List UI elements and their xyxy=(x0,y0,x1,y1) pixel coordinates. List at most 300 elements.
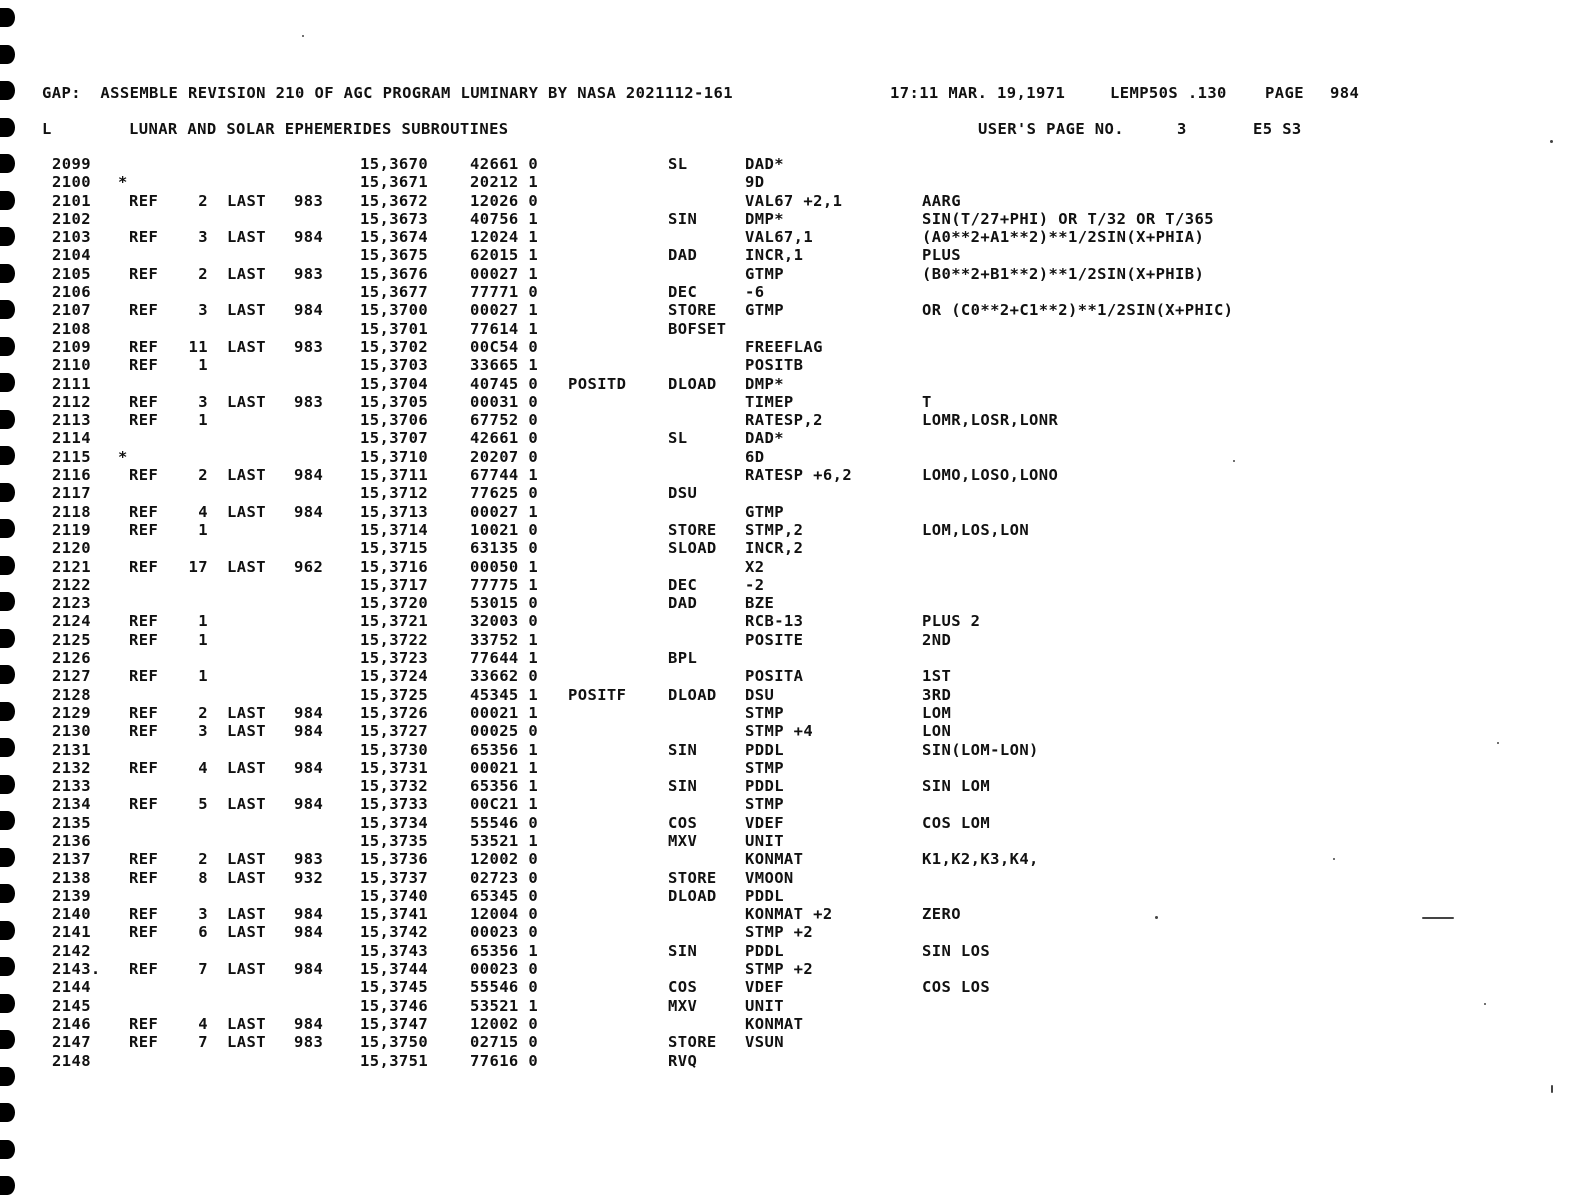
memory-address: 15,3715 xyxy=(360,539,429,558)
opcode: BPL xyxy=(668,649,698,668)
comment: COS LOS xyxy=(922,978,991,997)
ref-count: 3 xyxy=(198,392,208,411)
listing-row xyxy=(0,612,1582,630)
ref-count: 5 xyxy=(198,795,208,814)
line-number: 2110 xyxy=(52,356,91,375)
ref-keyword: REF xyxy=(129,356,159,375)
listing-row xyxy=(0,1033,1582,1051)
listing-row xyxy=(0,759,1582,777)
line-number: 2103 xyxy=(52,228,91,247)
octal-word: 42661 0 xyxy=(470,155,539,173)
ref-count: 1 xyxy=(198,411,208,430)
line-number: 2133 xyxy=(52,777,91,796)
memory-address: 15,3736 xyxy=(360,850,429,869)
line-number: 2119 xyxy=(52,520,91,539)
feed-hole xyxy=(0,45,15,64)
last-page: 984 xyxy=(294,795,324,814)
ref-count: 4 xyxy=(198,1014,208,1033)
memory-address: 15,3670 xyxy=(360,155,429,173)
octal-word: 65356 1 xyxy=(470,740,539,759)
line-number: 2123 xyxy=(52,594,91,613)
octal-word: 55546 0 xyxy=(470,978,539,997)
line-number: 2116 xyxy=(52,466,91,485)
ref-keyword: REF xyxy=(129,923,159,942)
operand: STMP xyxy=(745,758,784,777)
listing-row xyxy=(0,741,1582,759)
line-number: 2109 xyxy=(52,337,91,356)
memory-address: 15,3676 xyxy=(360,264,429,283)
operand: POSITB xyxy=(745,356,804,375)
octal-word: 12002 0 xyxy=(470,1014,539,1033)
memory-address: 15,3720 xyxy=(360,594,429,613)
memory-address: 15,3701 xyxy=(360,319,429,338)
line-number: 2128 xyxy=(52,685,91,704)
memory-address: 15,3704 xyxy=(360,374,429,393)
ref-keyword: REF xyxy=(129,301,159,320)
last-page: 962 xyxy=(294,557,324,576)
memory-address: 15,3703 xyxy=(360,356,429,375)
octal-word: 32003 0 xyxy=(470,612,539,631)
listing-row xyxy=(0,795,1582,813)
line-number: 2120 xyxy=(52,539,91,558)
line-number: 2106 xyxy=(52,283,91,302)
memory-address: 15,3751 xyxy=(360,1051,429,1070)
last-keyword: LAST xyxy=(227,502,266,521)
line-number: 2100 xyxy=(52,173,91,192)
ref-keyword: REF xyxy=(129,392,159,411)
comment: SIN LOM xyxy=(922,777,991,796)
line-number: 2118 xyxy=(52,502,91,521)
ref-keyword: REF xyxy=(129,557,159,576)
operand: PDDL xyxy=(745,886,784,905)
section-title: LUNAR AND SOLAR EPHEMERIDES SUBROUTINES xyxy=(129,120,509,138)
operand: STMP,2 xyxy=(745,520,804,539)
octal-word: 33665 1 xyxy=(470,356,539,375)
memory-address: 15,3726 xyxy=(360,703,429,722)
operand: POSITA xyxy=(745,667,804,686)
listing-row xyxy=(0,905,1582,923)
ref-keyword: REF xyxy=(129,758,159,777)
ref-count: 7 xyxy=(198,960,208,979)
octal-word: 77644 1 xyxy=(470,649,539,668)
operand: RCB-13 xyxy=(745,612,804,631)
comment: SIN(LOM-LON) xyxy=(922,740,1039,759)
operand: DMP* xyxy=(745,374,784,393)
opcode: SL xyxy=(668,429,688,448)
ref-keyword: REF xyxy=(129,868,159,887)
listing-row xyxy=(0,393,1582,411)
line-number: 2130 xyxy=(52,722,91,741)
line-number: 2145 xyxy=(52,996,91,1015)
listing-row xyxy=(0,173,1582,191)
opcode: DLOAD xyxy=(668,685,717,704)
octal-word: 40745 0 xyxy=(470,374,539,393)
memory-address: 15,3723 xyxy=(360,649,429,668)
last-keyword: LAST xyxy=(227,264,266,283)
octal-word: 77771 0 xyxy=(470,283,539,302)
operand: 6D xyxy=(745,447,765,466)
listing-row xyxy=(0,338,1582,356)
octal-word: 40756 1 xyxy=(470,209,539,228)
octal-word: 00C21 1 xyxy=(470,795,539,814)
listing-row xyxy=(0,960,1582,978)
listing-row xyxy=(0,558,1582,576)
last-page: 983 xyxy=(294,1033,324,1052)
ref-count: 1 xyxy=(198,612,208,631)
continuation-star: * xyxy=(118,447,128,466)
listing-row xyxy=(0,521,1582,539)
listing-row xyxy=(0,722,1582,740)
operand: DAD* xyxy=(745,429,784,448)
line-number: 2099 xyxy=(52,155,91,173)
octal-word: 53521 1 xyxy=(470,996,539,1015)
feed-hole xyxy=(0,8,15,27)
operand: STMP +4 xyxy=(745,722,814,741)
operand: KONMAT +2 xyxy=(745,905,833,924)
last-page: 984 xyxy=(294,960,324,979)
comment: 1ST xyxy=(922,667,952,686)
memory-address: 15,3677 xyxy=(360,283,429,302)
opcode: SIN xyxy=(668,941,698,960)
comment: LOM xyxy=(922,703,952,722)
octal-word: 77616 0 xyxy=(470,1051,539,1070)
operand: STMP xyxy=(745,795,784,814)
ref-count: 4 xyxy=(198,502,208,521)
memory-address: 15,3714 xyxy=(360,520,429,539)
operand: INCR,1 xyxy=(745,246,804,265)
operand: STMP +2 xyxy=(745,923,814,942)
opcode: DSU xyxy=(668,484,698,503)
comment: ZERO xyxy=(922,905,961,924)
comment: LOM,LOS,LON xyxy=(922,520,1030,539)
opcode: DAD xyxy=(668,246,698,265)
listing-row xyxy=(0,942,1582,960)
operand: DAD* xyxy=(745,155,784,173)
octal-word: 33752 1 xyxy=(470,630,539,649)
ref-keyword: REF xyxy=(129,630,159,649)
operand: VDEF xyxy=(745,813,784,832)
last-keyword: LAST xyxy=(227,557,266,576)
speck xyxy=(1550,140,1553,143)
memory-address: 15,3737 xyxy=(360,868,429,887)
speck xyxy=(1484,1003,1486,1005)
opcode: SL xyxy=(668,155,688,173)
memory-address: 15,3745 xyxy=(360,978,429,997)
ref-count: 7 xyxy=(198,1033,208,1052)
ref-count: 3 xyxy=(198,905,208,924)
octal-word: 63135 0 xyxy=(470,539,539,558)
last-page: 984 xyxy=(294,228,324,247)
last-keyword: LAST xyxy=(227,466,266,485)
ref-keyword: REF xyxy=(129,466,159,485)
operand: DSU xyxy=(745,685,775,704)
line-number: 2142 xyxy=(52,941,91,960)
line-number: 2143. xyxy=(52,960,101,979)
line-number: 2139 xyxy=(52,886,91,905)
listing-row xyxy=(0,667,1582,685)
listing-row xyxy=(0,429,1582,447)
listing-row xyxy=(0,155,1582,173)
operand: KONMAT xyxy=(745,1014,804,1033)
last-page: 983 xyxy=(294,264,324,283)
last-page: 984 xyxy=(294,703,324,722)
ref-keyword: REF xyxy=(129,795,159,814)
speck xyxy=(1233,460,1235,462)
listing-row xyxy=(0,375,1582,393)
listing-row xyxy=(0,978,1582,996)
memory-address: 15,3706 xyxy=(360,411,429,430)
line-number: 2104 xyxy=(52,246,91,265)
last-page: 984 xyxy=(294,1014,324,1033)
octal-word: 02723 0 xyxy=(470,868,539,887)
memory-address: 15,3734 xyxy=(360,813,429,832)
listing-row xyxy=(0,869,1582,887)
listing-row xyxy=(0,411,1582,429)
memory-address: 15,3732 xyxy=(360,777,429,796)
listing-row xyxy=(0,576,1582,594)
operand: -6 xyxy=(745,283,765,302)
octal-word: 12026 0 xyxy=(470,191,539,210)
line-number: 2115 xyxy=(52,447,91,466)
last-keyword: LAST xyxy=(227,868,266,887)
ref-keyword: REF xyxy=(129,264,159,283)
memory-address: 15,3702 xyxy=(360,337,429,356)
memory-address: 15,3750 xyxy=(360,1033,429,1052)
comment: AARG xyxy=(922,191,961,210)
memory-address: 15,3727 xyxy=(360,722,429,741)
line-number: 2111 xyxy=(52,374,91,393)
last-keyword: LAST xyxy=(227,392,266,411)
operand: STMP +2 xyxy=(745,960,814,979)
ref-keyword: REF xyxy=(129,905,159,924)
octal-word: 20212 1 xyxy=(470,173,539,192)
line-number: 2144 xyxy=(52,978,91,997)
listing-row xyxy=(0,649,1582,667)
memory-address: 15,3713 xyxy=(360,502,429,521)
ref-keyword: REF xyxy=(129,502,159,521)
listing-row xyxy=(0,356,1582,374)
ref-count: 2 xyxy=(198,191,208,210)
opcode: MXV xyxy=(668,996,698,1015)
line-number: 2138 xyxy=(52,868,91,887)
comment: T xyxy=(922,392,932,411)
opcode: SLOAD xyxy=(668,539,717,558)
operand: BZE xyxy=(745,594,775,613)
last-page: 984 xyxy=(294,905,324,924)
octal-word: 00023 0 xyxy=(470,923,539,942)
last-keyword: LAST xyxy=(227,758,266,777)
listing-row xyxy=(0,777,1582,795)
operand: GTMP xyxy=(745,502,784,521)
opcode: DEC xyxy=(668,283,698,302)
line-number: 2148 xyxy=(52,1051,91,1070)
octal-word: 00023 0 xyxy=(470,960,539,979)
listing-row xyxy=(0,887,1582,905)
operand: VMOON xyxy=(745,868,794,887)
line-number: 2108 xyxy=(52,319,91,338)
ref-count: 1 xyxy=(198,630,208,649)
last-page: 984 xyxy=(294,758,324,777)
ref-count: 3 xyxy=(198,722,208,741)
last-page: 983 xyxy=(294,191,324,210)
line-number: 2102 xyxy=(52,209,91,228)
octal-word: 00031 0 xyxy=(470,392,539,411)
operand: PDDL xyxy=(745,740,784,759)
line-number: 2141 xyxy=(52,923,91,942)
symbol-label: POSITF xyxy=(568,685,627,704)
ref-count: 2 xyxy=(198,850,208,869)
ref-keyword: REF xyxy=(129,612,159,631)
octal-word: 65356 1 xyxy=(470,777,539,796)
ref-keyword: REF xyxy=(129,191,159,210)
octal-word: 12024 1 xyxy=(470,228,539,247)
listing-row xyxy=(0,1052,1582,1070)
opcode: SIN xyxy=(668,740,698,759)
octal-word: 45345 1 xyxy=(470,685,539,704)
line-number: 2114 xyxy=(52,429,91,448)
listing-row xyxy=(0,850,1582,868)
comment: LOMO,LOSO,LONO xyxy=(922,466,1059,485)
line-number: 2113 xyxy=(52,411,91,430)
assembly-title: GAP: ASSEMBLE REVISION 210 OF AGC PROGRAM LUMINARY BY NASA 2021112-161 xyxy=(42,84,733,102)
comment: (A0**2+A1**2)**1/2SIN(X+PHIA) xyxy=(922,228,1205,247)
comment: OR (C0**2+C1**2)**1/2SIN(X+PHIC) xyxy=(922,301,1234,320)
octal-word: 42661 0 xyxy=(470,429,539,448)
last-page: 984 xyxy=(294,502,324,521)
last-keyword: LAST xyxy=(227,337,266,356)
operand: GTMP xyxy=(745,301,784,320)
opcode: MXV xyxy=(668,831,698,850)
octal-word: 12002 0 xyxy=(470,850,539,869)
memory-address: 15,3710 xyxy=(360,447,429,466)
octal-word: 77775 1 xyxy=(470,575,539,594)
comment: SIN(T/27+PHI) OR T/32 OR T/365 xyxy=(922,209,1214,228)
opcode: STORE xyxy=(668,1033,717,1052)
symbol-label: POSITD xyxy=(568,374,627,393)
line-number: 2124 xyxy=(52,612,91,631)
last-page: 984 xyxy=(294,923,324,942)
ref-count: 3 xyxy=(198,301,208,320)
listing-row xyxy=(0,466,1582,484)
operand: VAL67,1 xyxy=(745,228,814,247)
last-keyword: LAST xyxy=(227,1014,266,1033)
operand: RATESP,2 xyxy=(745,411,823,430)
operand: POSITE xyxy=(745,630,804,649)
print-datetime: 17:11 MAR. 19,1971 xyxy=(890,84,1066,102)
last-page: 932 xyxy=(294,868,324,887)
memory-address: 15,3724 xyxy=(360,667,429,686)
page-label: PAGE xyxy=(1265,84,1304,102)
ref-keyword: REF xyxy=(129,667,159,686)
opcode: COS xyxy=(668,813,698,832)
memory-address: 15,3672 xyxy=(360,191,429,210)
comment: PLUS xyxy=(922,246,961,265)
octal-word: 65345 0 xyxy=(470,886,539,905)
operand: VDEF xyxy=(745,978,784,997)
listing-row xyxy=(0,997,1582,1015)
listing-row xyxy=(0,283,1582,301)
octal-word: 65356 1 xyxy=(470,941,539,960)
opcode: RVQ xyxy=(668,1051,698,1070)
octal-word: 67744 1 xyxy=(470,466,539,485)
octal-word: 00025 0 xyxy=(470,722,539,741)
last-keyword: LAST xyxy=(227,228,266,247)
listing-row xyxy=(0,192,1582,210)
memory-address: 15,3675 xyxy=(360,246,429,265)
octal-word: 00027 1 xyxy=(470,264,539,283)
memory-address: 15,3735 xyxy=(360,831,429,850)
ref-count: 2 xyxy=(198,264,208,283)
comment: K1,K2,K3,K4, xyxy=(922,850,1039,869)
line-number: 2132 xyxy=(52,758,91,777)
octal-word: 67752 0 xyxy=(470,411,539,430)
operand: -2 xyxy=(745,575,765,594)
users-page-number: 3 xyxy=(1177,120,1187,138)
memory-address: 15,3671 xyxy=(360,173,429,192)
octal-word: 55546 0 xyxy=(470,813,539,832)
listing-row xyxy=(0,246,1582,264)
opcode: DLOAD xyxy=(668,374,717,393)
opcode: DEC xyxy=(668,575,698,594)
memory-address: 15,3721 xyxy=(360,612,429,631)
last-keyword: LAST xyxy=(227,795,266,814)
operand: FREEFLAG xyxy=(745,337,823,356)
operand: STMP xyxy=(745,703,784,722)
line-number: 2127 xyxy=(52,667,91,686)
memory-address: 15,3717 xyxy=(360,575,429,594)
operand: GTMP xyxy=(745,264,784,283)
listing-row xyxy=(0,832,1582,850)
octal-word: 00050 1 xyxy=(470,557,539,576)
last-keyword: LAST xyxy=(227,703,266,722)
comment: COS LOM xyxy=(922,813,991,832)
line-number: 2135 xyxy=(52,813,91,832)
ref-keyword: REF xyxy=(129,520,159,539)
line-number: 2105 xyxy=(52,264,91,283)
listing-row xyxy=(0,594,1582,612)
feed-hole xyxy=(0,1176,15,1195)
comment: SIN LOS xyxy=(922,941,991,960)
last-keyword: LAST xyxy=(227,850,266,869)
ref-count: 4 xyxy=(198,758,208,777)
listing-row xyxy=(0,539,1582,557)
line-number: 2122 xyxy=(52,575,91,594)
ref-count: 8 xyxy=(198,868,208,887)
octal-word: 53015 0 xyxy=(470,594,539,613)
ref-keyword: REF xyxy=(129,411,159,430)
operand: VSUN xyxy=(745,1033,784,1052)
octal-word: 33662 0 xyxy=(470,667,539,686)
octal-word: 10021 0 xyxy=(470,520,539,539)
opcode: STORE xyxy=(668,520,717,539)
operand: X2 xyxy=(745,557,765,576)
line-number: 2134 xyxy=(52,795,91,814)
speck xyxy=(1333,858,1335,860)
log-marker: L xyxy=(42,120,52,138)
operand: TIMEP xyxy=(745,392,794,411)
memory-address: 15,3711 xyxy=(360,466,429,485)
memory-address: 15,3712 xyxy=(360,484,429,503)
octal-word: 00027 1 xyxy=(470,301,539,320)
line-number: 2117 xyxy=(52,484,91,503)
ref-keyword: REF xyxy=(129,337,159,356)
listing-row xyxy=(0,448,1582,466)
memory-address: 15,3743 xyxy=(360,941,429,960)
listing-row xyxy=(0,686,1582,704)
octal-word: 53521 1 xyxy=(470,831,539,850)
ref-count: 1 xyxy=(198,520,208,539)
opcode: STORE xyxy=(668,301,717,320)
